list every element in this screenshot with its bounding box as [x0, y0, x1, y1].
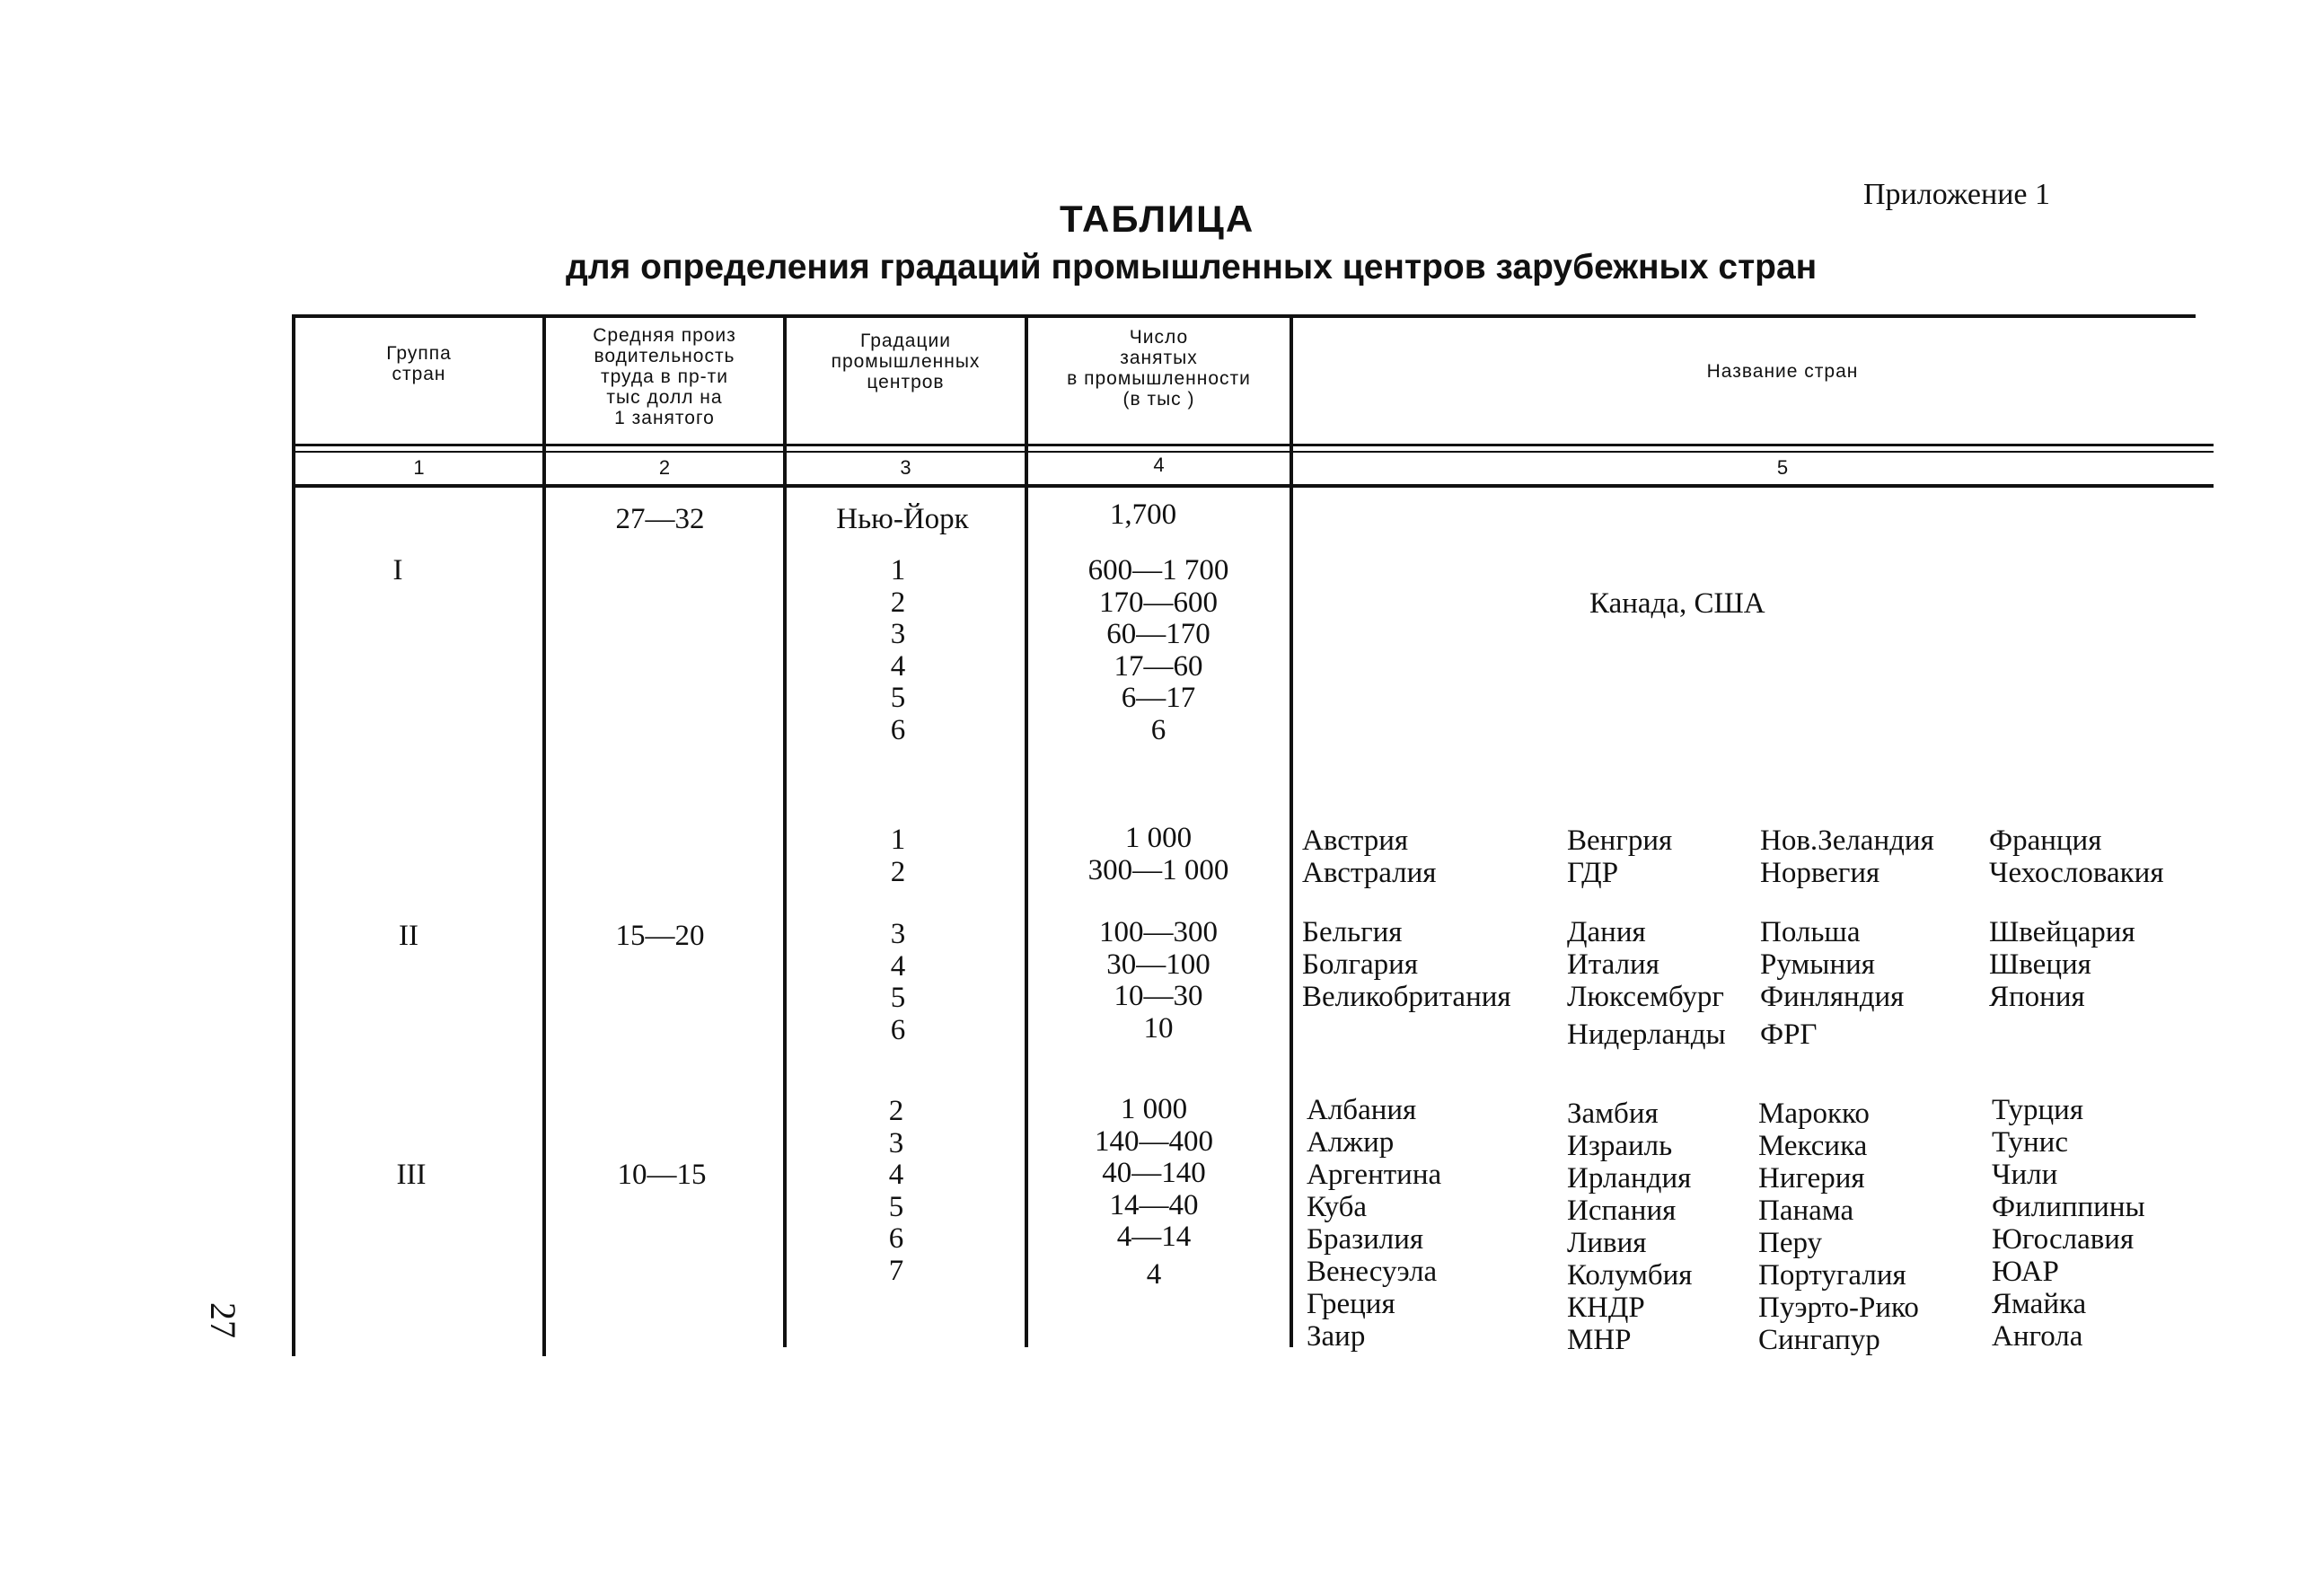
employed-range: 300—1 000: [1087, 853, 1229, 886]
group-iii-productivity: 10—15: [617, 1159, 707, 1191]
country-name: Финляндия: [1760, 981, 1905, 1013]
employed-range: 170—600: [1099, 586, 1218, 619]
country-name: Дания: [1567, 916, 1646, 948]
country-name: Панама: [1758, 1195, 1854, 1227]
country-name: Франция: [1989, 824, 2102, 857]
employed-range: 100—300: [1099, 916, 1218, 948]
country-name: Великобритания: [1302, 981, 1511, 1013]
country-name: Япония: [1989, 981, 2085, 1013]
country-name: Перу: [1758, 1227, 1823, 1259]
group-ii-countries-col2: [1567, 824, 1726, 1051]
country-name: Мексика: [1758, 1130, 1868, 1162]
group-ii-gradations: [891, 824, 906, 1046]
group-i-gradations: [891, 555, 906, 746]
gradation: 6: [888, 1222, 904, 1255]
gradation: 6: [890, 1013, 906, 1046]
country-name: Пуэрто-Рико: [1758, 1292, 1919, 1324]
gradation: 5: [890, 982, 906, 1014]
column-number: 2: [658, 456, 671, 479]
gradation: 6: [890, 713, 906, 746]
group-ii-countries-col4: [1989, 824, 2164, 1013]
country-name: КНДР: [1567, 1292, 1645, 1324]
country-name: Польша: [1760, 916, 1861, 948]
country-name: ЮАР: [1992, 1256, 2059, 1288]
country-name: Венесуэла: [1307, 1256, 1438, 1288]
group-ii-countries-col1: [1302, 824, 1511, 1013]
country-name: Марокко: [1758, 1098, 1870, 1130]
employed-range: 6: [1150, 713, 1166, 746]
country-name: Алжир: [1307, 1126, 1395, 1159]
country-name: ГДР: [1567, 857, 1619, 889]
employed-range: 600—1 700: [1087, 554, 1229, 586]
group-ii-countries-col3: [1760, 824, 1934, 1051]
employed-range: 4: [1146, 1257, 1162, 1291]
employed-range: 17—60: [1114, 649, 1203, 683]
gradation: 4: [890, 649, 906, 683]
country-name: Румыния: [1760, 948, 1875, 981]
country-name: Норвегия: [1760, 857, 1880, 889]
country-name: Нов.Зеландия: [1760, 824, 1934, 857]
country-name: Ливия: [1567, 1227, 1647, 1259]
employed-range: 6—17: [1121, 682, 1196, 714]
country-name: Аргентина: [1307, 1159, 1442, 1191]
employed-range: 40—140: [1102, 1157, 1206, 1189]
country-name: Тунис: [1992, 1126, 2068, 1159]
country-name: Замбия: [1567, 1098, 1659, 1130]
header-countries: Название стран: [1706, 361, 1859, 382]
gradation: 1: [890, 824, 906, 856]
group-ii-employed: [1088, 823, 1229, 1045]
column-number: 4: [1153, 454, 1165, 476]
header-employed: Число занятых в промышленности (в тыс ): [1067, 327, 1251, 410]
gradation: 2: [890, 855, 906, 888]
gradation: 2: [888, 1095, 904, 1127]
gradation: 3: [890, 618, 906, 650]
header-productivity: Средняя произ водительность труда в пр-ти тыс долл на 1 занятого: [593, 325, 736, 428]
employed-range: 14—40: [1109, 1188, 1199, 1221]
table-top-rule: [292, 314, 2196, 318]
group-i-label: I: [392, 554, 403, 586]
employed-range: 140—400: [1095, 1124, 1213, 1158]
group-ii-productivity: 15—20: [615, 920, 705, 952]
country-name: Испания: [1567, 1195, 1677, 1227]
group-iii-countries-col1: [1307, 1094, 1441, 1353]
column-number: 3: [900, 456, 911, 479]
country-name: Греция: [1307, 1288, 1395, 1320]
numbers-bottom-rule: [292, 484, 2214, 488]
header-bottom-rule: [292, 444, 2214, 446]
group-i-countries: Канада, США: [1589, 587, 1765, 620]
page-number: 27: [203, 1302, 243, 1338]
column-number: 5: [1776, 456, 1789, 479]
group-i-top-gradation: Нью-Йорк: [836, 503, 969, 535]
table-title: ТАБЛИЦА: [1060, 198, 1255, 240]
country-name: Югославия: [1992, 1223, 2135, 1256]
country-name: Бразилия: [1307, 1223, 1424, 1256]
group-iii-countries-col2: [1567, 1098, 1692, 1356]
group-iii-countries-col4: [1992, 1094, 2145, 1353]
gradation: 5: [890, 682, 906, 714]
country-name: Чили: [1992, 1159, 2058, 1191]
country-name: Австрия: [1302, 824, 1409, 857]
country-name: Португалия: [1758, 1259, 1906, 1292]
country-name: ФРГ: [1760, 1018, 1818, 1051]
country-name: Италия: [1567, 948, 1659, 981]
gradation: 4: [890, 949, 906, 983]
country-name: Нидерланды: [1567, 1018, 1726, 1051]
group-iii-employed: [1095, 1094, 1213, 1291]
appendix-label: Приложение 1: [1863, 178, 2050, 211]
country-name: Швейцария: [1989, 916, 2135, 948]
group-iii-countries-col3: [1758, 1098, 1919, 1356]
country-name: Нигерия: [1758, 1162, 1865, 1195]
country-name: Турция: [1992, 1094, 2084, 1126]
group-i-employed: [1088, 555, 1229, 746]
country-name: Куба: [1307, 1191, 1368, 1223]
gradation: 3: [888, 1126, 904, 1159]
country-name: Колумбия: [1567, 1259, 1693, 1292]
country-name: Швеция: [1989, 948, 2091, 981]
gradation: 3: [890, 918, 906, 950]
country-name: Заир: [1307, 1320, 1366, 1353]
country-name: Израиль: [1567, 1130, 1673, 1162]
country-name: Ямайка: [1992, 1288, 2087, 1320]
employed-range: 10: [1143, 1011, 1174, 1045]
country-name: Филиппины: [1992, 1191, 2145, 1223]
employed-range: 30—100: [1106, 948, 1210, 981]
gradation: 1: [890, 554, 906, 586]
employed-range: 4—14: [1116, 1221, 1192, 1253]
employed-range: 1 000: [1120, 1093, 1188, 1125]
group-i-top-employed: 1,700: [1109, 498, 1177, 531]
group-ii-label: II: [399, 920, 418, 952]
group-iii-label: III: [396, 1159, 427, 1191]
country-name: Болгария: [1302, 948, 1419, 981]
country-name: Австралия: [1302, 857, 1437, 889]
country-name: Ангола: [1992, 1320, 2083, 1353]
header-gradations: Градации промышленных центров: [831, 331, 981, 392]
group-iii-gradations: [889, 1096, 904, 1287]
employed-range: 60—170: [1106, 618, 1210, 650]
country-name: МНР: [1567, 1324, 1632, 1356]
country-name: Люксембург: [1567, 981, 1724, 1013]
country-name: Албания: [1307, 1094, 1417, 1126]
numbers-top-rule: [292, 451, 2214, 453]
country-name: Ирландия: [1567, 1162, 1692, 1195]
group-i-productivity: 27—32: [615, 503, 705, 535]
header-group: Группа стран: [386, 343, 452, 384]
table-subtitle: для определения градаций промышленных центров зарубежных стран: [566, 248, 1818, 287]
employed-range: 10—30: [1114, 980, 1203, 1012]
employed-range: 1 000: [1124, 822, 1193, 854]
gradation: 7: [888, 1254, 904, 1287]
gradation: 2: [890, 586, 906, 619]
country-name: Бельгия: [1302, 916, 1403, 948]
gradation: 5: [888, 1190, 904, 1223]
country-name: Венгрия: [1567, 824, 1673, 857]
country-name: Чехословакия: [1989, 857, 2164, 889]
column-number: 1: [413, 456, 425, 479]
country-name: Сингапур: [1758, 1324, 1880, 1356]
gradation: 4: [888, 1159, 904, 1191]
